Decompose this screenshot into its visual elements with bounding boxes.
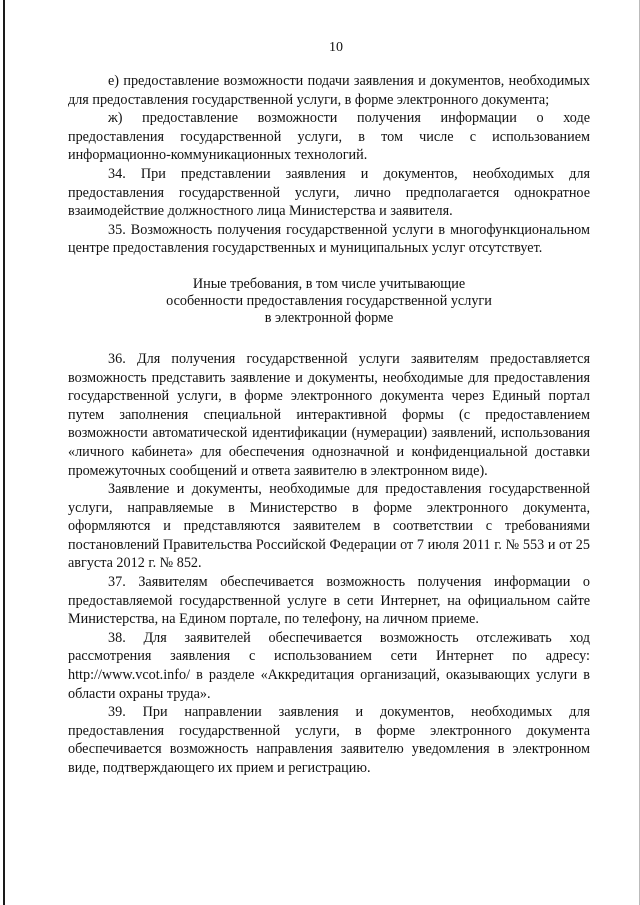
paragraph-37: 37. Заявителям обеспечивается возможность получения информации о предоставляемой государственной услуге в сети Интернет, на официальном сайте Министерства, на Едином портале, по телефону, на личном приеме. [68,574,590,628]
paragraph-zh: ж) предоставление возможности получения информации о ходе предоставления государственной услуги, в том числе с использованием информационно-коммуникационных технологий. [68,110,590,164]
section-title-line: Иные требования, в том числе учитывающие [192,275,466,292]
section-title-line: особенности предоставления государственной услуги [166,292,492,309]
section-title-line: в электронной форме [264,309,394,326]
scan-edge-left [3,0,5,905]
paragraph-34: 34. При представлении заявления и документов, необходимых для предоставления государственной услуги, лично предполагается однократное взаимодействие должностного лица Министерства и заявителя. [68,165,590,220]
paragraph-35: 35. Возможность получения государственной услуги в многофункциональном центре предоставления государственных и муниципальных услуг отсутствует. [68,221,590,257]
paragraph-38: 38. Для заявителей обеспечивается возможность отслеживать ход рассмотрения заявления с использованием сети Интернет по адресу: http://www.vcot.info/ в разделе «Аккредитация организаций, оказывающих услуги в области охраны труда». [68,629,590,702]
paragraph-e: е) предоставление возможности подачи заявления и документов, необходимых для предоставления государственной услуги, в форме электронного документа; [68,73,590,108]
section-title [68,276,590,327]
paragraph-application-documents: Заявление и документы, необходимые для предоставления государственной услуги, направляемые в Министерство в форме электронного документа, оформляются и представляются заявителем в соответствии с требованиями постановлений Правительства Российской Федерации от 7 июля 2011 г. № 553 и от 25 августа 2012 г. № 852. [68,481,590,572]
paragraph-36: 36. Для получения государственной услуги заявителям предоставляется возможность представить заявление и документы, необходимые для предоставления государственной услуги, в форме электронного документа через Единый портал путем заполнения специальной интерактивной формы (с предоставлением возможности автоматической идентификации (нумерации) заявлений, использования «личного кабинета» для обеспечения однозначной и конфиденциальной доставки промежуточных сообщений и ответа заявителю в электронном виде). [68,350,590,479]
page-number: 10 [329,40,343,55]
paragraph-39: 39. При направлении заявления и документов, необходимых для предоставления государственной услуги, в форме электронного документа обеспечивается возможность направления заявителю уведомления в электронном виде, подтверждающего их прием и регистрацию. [68,704,590,776]
